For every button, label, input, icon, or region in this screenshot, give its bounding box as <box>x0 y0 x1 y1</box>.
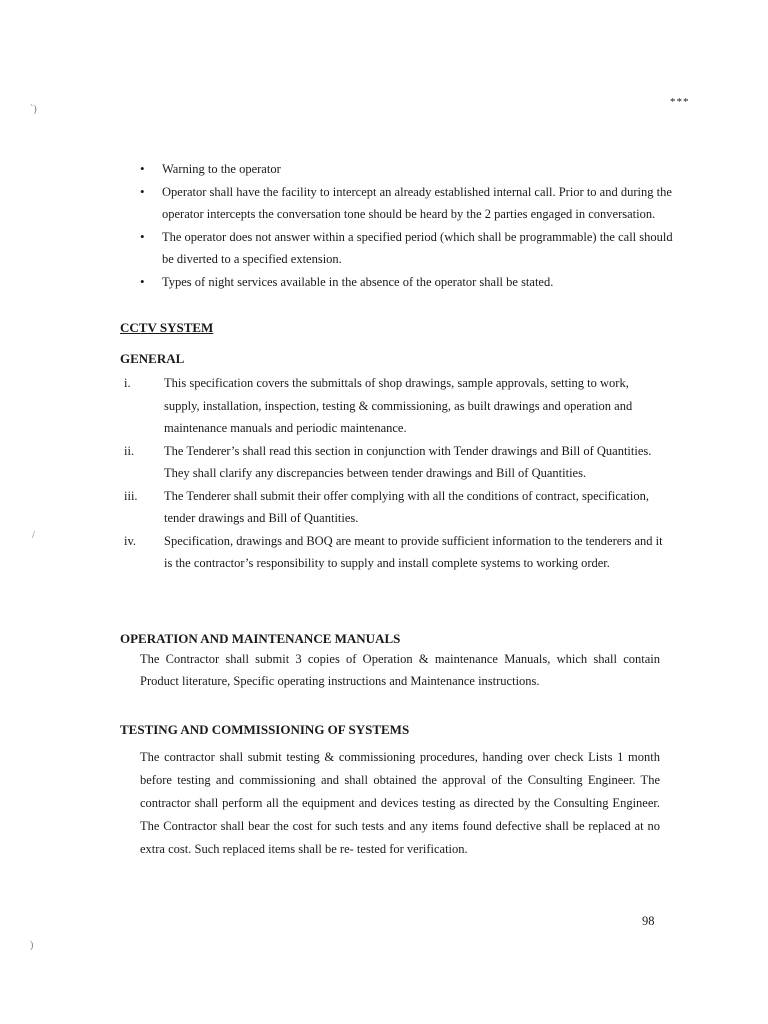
header-mark: *** <box>670 96 690 108</box>
scan-mark-bottom-left: ) <box>30 940 34 951</box>
item-number: iii. <box>124 488 138 503</box>
general-list <box>120 372 665 575</box>
om-manuals-heading: OPERATION AND MAINTENANCE MANUALS <box>120 631 401 646</box>
item-text: This specification covers the submittals of shop drawings, sample approvals, setting to work, supply, installation, inspection, testing & commissioning, as built drawings and operation and maintenance manuals and periodic maintenance. <box>164 376 633 435</box>
item-text: The Tenderer shall submit their offer complying with all the conditions of contract, specification, tender drawings and Bill of Quantities. <box>164 488 649 525</box>
testing-text: The contractor shall submit testing & commissioning procedures, handing over check Lists 1 month before testing and commissioning and shall obtained the approval of the Consulting Engineer. The contractor shall perform all the equipment and devices testing as directed by the Consulting Engineer. The Contractor shall bear the cost for such tests and any items found defective shall be replaced at no extra cost. Such replaced items shall be re- tested for verification. <box>140 750 660 856</box>
list-item <box>120 530 665 575</box>
list-item: • Warning to the operator <box>138 158 678 181</box>
general-heading: GENERAL <box>120 351 185 366</box>
item-number: i. <box>124 376 131 390</box>
item-number: ii. <box>124 443 135 458</box>
testing-heading: TESTING AND COMMISSIONING OF SYSTEMS <box>120 722 410 737</box>
cctv-heading: CCTV SYSTEM <box>120 320 214 335</box>
list-item: • Types of night services available in the absence of the operator shall be stated. <box>138 271 678 294</box>
item-number: iv. <box>124 533 137 548</box>
operator-bullet-list <box>138 158 678 293</box>
page-number: 98 <box>642 914 655 928</box>
scan-mark-top-left: `) <box>30 104 37 115</box>
scan-mark-mid-left: / <box>32 530 35 541</box>
item-text: Specification, drawings and BOQ are meant to provide sufficient information to the tenderers and it is the contractor’s responsibility to supply and install complete systems to working order. <box>164 533 663 570</box>
list-item: • The operator does not answer within a specified period (which shall be programmable) the call should be diverted to a specified extension. <box>138 226 678 271</box>
list-item <box>120 372 665 440</box>
list-item <box>120 440 665 485</box>
list-item <box>120 485 665 530</box>
item-text: The Tenderer’s shall read this section in conjunction with Tender drawings and Bill of Quantities. They shall clarify any discrepancies between tender drawings and Bill of Quantities. <box>164 443 652 480</box>
list-item: • Operator shall have the facility to intercept an already established internal call. Prior to and during the operator intercepts the conversation tone should be heard by the 2 parties engaged in conversation. <box>138 181 678 226</box>
om-manuals-text: The Contractor shall submit 3 copies of Operation & maintenance Manuals, which shall contain Product literature, Specific operating instructions and Maintenance instructions. <box>140 652 660 688</box>
